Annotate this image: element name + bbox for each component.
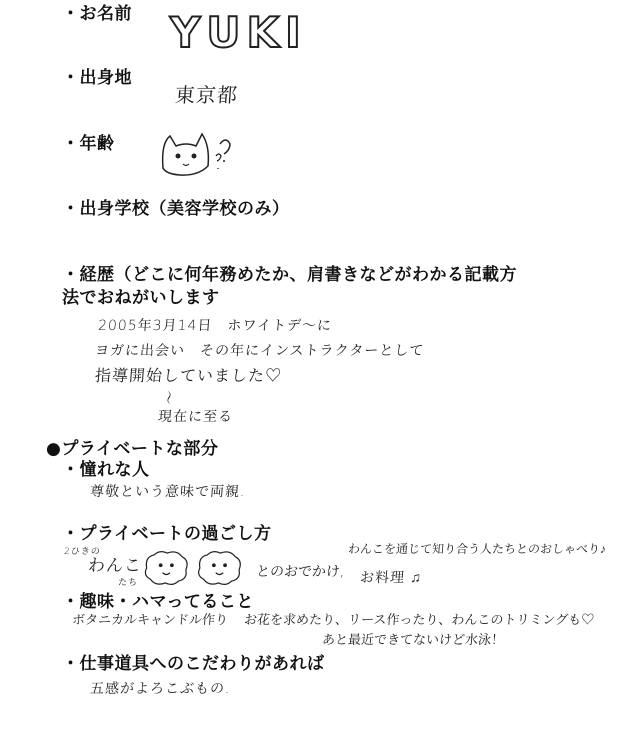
cat-drawing-icon xyxy=(158,128,238,178)
label-admire: ・憧れな人 xyxy=(62,460,150,480)
answer-career-line: 2005年3月14日 ホワイトデ〜に xyxy=(97,318,333,334)
label-career-line2: 法でおねがいします xyxy=(62,288,220,308)
label-private: ●プライベートな部分 xyxy=(46,439,219,459)
label-tools: ・仕事道具へのこだわりがあれば xyxy=(62,654,325,674)
answer-career-line: 〜 xyxy=(159,390,176,406)
answer-tools: 五感がよろこぶもの. xyxy=(89,681,232,697)
answer-career-line: ヨガに出会い その年にインストラクターとして xyxy=(94,343,425,359)
answer-swim: あと最近できてないけど水泳！ xyxy=(321,633,505,648)
label-spend: ・プライベートの過ごし方 xyxy=(62,524,272,544)
answer-cooking: お料理 ♫ xyxy=(359,570,423,586)
answer-admire: 尊敬という意味で両親. xyxy=(89,484,247,500)
answer-birthplace: 東京都 xyxy=(174,83,239,107)
label-school: ・出身学校（美容学校のみ） xyxy=(62,199,290,219)
answer-candle: ボタニカルキャンドル作り xyxy=(71,613,229,628)
answer-dogs-note: 2ひきの xyxy=(63,547,102,557)
label-career-line1: ・経歴（どこに何年務めたか、肩書きなどがわかる記載方 xyxy=(62,265,517,285)
answer-name: YUKI xyxy=(170,8,307,57)
answer-outing: とのおでかけ, xyxy=(255,564,345,580)
label-birthplace: ・出身地 xyxy=(62,68,132,88)
label-age: ・年齢 xyxy=(62,134,115,154)
answer-chat: わんこを通じて知り合う人たちとのおしゃべり♪ xyxy=(347,542,607,556)
answer-career-line: 指導開始していました♡ xyxy=(94,366,283,385)
answer-career-line: 現在に至る xyxy=(157,409,234,425)
answer-dogs-sub: たち xyxy=(117,578,139,588)
label-name: ・お名前 xyxy=(62,4,132,24)
answer-dogs: わんこ xyxy=(87,556,143,576)
dog-drawing-icon xyxy=(142,548,254,588)
answer-flowers: お花を求めたり、リース作ったり、わんこのトリミングも♡ xyxy=(243,613,595,628)
label-hobby: ・趣味・ハマってること xyxy=(62,592,254,612)
